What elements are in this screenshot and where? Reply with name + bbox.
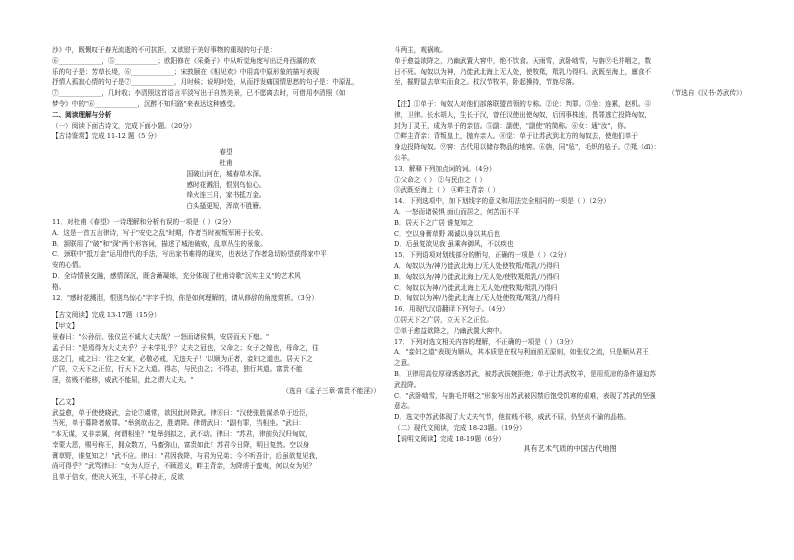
text-line: 之意。 xyxy=(394,359,414,368)
option-d: D．全诗情景交融，感情深沉，既含蓄凝练，充分体现了杜甫诗歌"沉实主义"的艺术风 xyxy=(52,271,301,280)
question-14: 14．下列选项中，加下划线字的意义和用法完全相同的一项是（ ）（2分） xyxy=(394,197,610,206)
option-d: D．后虽复欲见我 虽乘奔御风，不以疾也 xyxy=(394,240,514,249)
text-line: 膏草野，谁复知之！"武不应。律曰："君因我降，与君为兄弟；今不听吾计，后虽欲复见我， xyxy=(52,451,322,460)
text-line: 日不死。匈奴以为神，乃徙武北海上无人处，使牧羝，羝乳乃得归。武既至海上，廪食不 xyxy=(394,67,652,76)
text-line: 【乙文】 xyxy=(52,397,79,406)
text-line: 律，卫律。长水胡人，生长于汉，曾任汉使出使匈奴，后因事株连，畏罪逃亡投降匈奴， xyxy=(394,110,652,119)
option-d: D．匈奴以为神/乃徙武北海上/无人处使牧羝/羝乳/乃得归 xyxy=(394,294,560,303)
text-line: 乐的句子是：芳草长堤，⑥_____________；宋敦颐在《相见欢》中用高中原形象的描写表现 xyxy=(52,67,320,76)
text-line: 【古文阅读】完成 13-17题（15分） xyxy=(52,311,161,320)
question-15: 15．下列语项对划线部分的断句，正确的一项是（ ）（2分） xyxy=(394,251,571,260)
section-heading: （二）现代文阅读，完成 18-23题。（19分） xyxy=(394,423,526,432)
text-line: ①父命之（ ） ②与民由之（ ） xyxy=(394,175,487,184)
option-d: D．选文中苏武体现了大丈夫气节，他贫贱不移，威武不屈，仍坚贞不渝的品格。 xyxy=(394,413,631,422)
text-line: 广居，立天下之正位，行天下之大道。得志，与民由之；不得志，独行其道。富贵不能 xyxy=(52,365,303,374)
text-line: ⑦_____________，几时收；李清照这首语言平淡写出于自然美景，已不愿离去时，可借用李清照《如 xyxy=(52,89,346,98)
option-a: A．匈奴以为/神乃徙武北海上/无人处使牧羝/羝乳/乃得归 xyxy=(394,261,560,270)
question-17: 17．下列对选文相关内容的理解，不正确的一项是（ ）（3分） xyxy=(394,337,577,346)
text-line: 【注】①单于：匈奴人对他们部落联盟首领的专称。②论：判罪。③坐：连累，赵机。④ xyxy=(394,99,652,108)
poem-title: 春望 xyxy=(219,148,233,157)
poem-line: 国破山河在，城春草木深。 xyxy=(186,169,266,178)
option-a: A．"妾妇之道"表现为顺从，其本质是在权与利面前无原则，如张仪之流，只是顺从君王 xyxy=(394,348,649,357)
text-line: 尚可得乎？"武骂律曰："女为人臣子，不顾恩义，畔主背亲，为降虏于蛮夷，何以女为见？ xyxy=(52,462,316,471)
question-12: 12．"感时花溅泪，恨别鸟惊心"字字千钧，你是如何理解的，请从修辞的角度赏析。（3分） xyxy=(52,293,318,302)
text-line: 斗两主，观祸败。 xyxy=(394,46,447,54)
option-b: B．居天下之广居 谁复知之 xyxy=(394,218,474,227)
text-line: 【甲文】 xyxy=(52,322,79,331)
text-line: 幸蒙大恩，赐号称王，拥众数万，马畜弥山，富贵如此！苏君今日降，明日复然。空以身 xyxy=(52,440,310,449)
text-line: 安的心情。 xyxy=(52,261,85,270)
text-line: 武益愈，单于使使晓武，会论⑦虞常，欲因此时降武。律⑧曰："汉使张胜谋杀单于近臣， xyxy=(52,408,313,417)
poem-line: 感时花溅泪，恨别鸟惊心。 xyxy=(186,180,266,189)
text-line: 抒情人孤寂心情的句子是⑦_____________，月时候；说明时处，从而抒发痛国情思愁的句子是：中原乱， xyxy=(52,78,359,87)
option-b: B．卫律用高位厚禄诱惑苏武，被苏武拔婉拒绝；单于让苏武牧羊，是用荒凉的条件逼迫苏 xyxy=(394,369,656,378)
option-a: A．这是一首五言律诗，写于"安史之乱"时期，作者当时被叛军困于长安。 xyxy=(52,228,268,237)
text-line: "本无谋，又非亲属，何谓相坐？"复举剑拟之，武不动。律曰："苏君，律前负汉归匈奴， xyxy=(52,430,312,439)
question-11: 11．对杜甫《春望》一诗理解和分析有误的一项是（ ）（2分） xyxy=(52,217,235,226)
option-c: C．颈联中"抵万金"运用借代的手法，写出家书难得的现实，也表达了作者急切盼望获得家中平 xyxy=(52,250,327,259)
text-line: 沙》中，既慨叹于春光流逝的不可抗拒，又欲慰于美好事物的重现的句子是： xyxy=(52,46,277,54)
text-line: ⑥_____________，⑤_____________；欧阳修在《采桑子》中从听觉角度写出泛舟西湖的欢 xyxy=(52,56,316,65)
text-line: 淫，贫贱不能移，威武不能屈，此之谓大丈夫。" xyxy=(52,376,194,385)
source-note: （选自《孟子三章·富贵不能淫》） xyxy=(282,386,380,395)
text-line: 格。 xyxy=(52,282,66,291)
text-line: 当死，单于募降者赦罪。"举剑欲击之，胜请降。律谓武曰："副有罪，当相坐。"武曰： xyxy=(52,419,306,428)
text-line: 送之门，戒之曰：'往之女家，必敬必戒，无违夫子！'以顺为正者，妾妇之道也。居天下之 xyxy=(52,354,313,363)
text-line: 孟子曰："是焉得为大丈夫乎？子未学礼乎？丈夫之冠也，父命之；女子之嫁也，母命之，往 xyxy=(52,343,319,352)
option-b: B．匈奴以为/神乃徙武北海上/无人处/使牧羝羝乳/乃得归 xyxy=(394,272,560,281)
text-line: ①居天下之广居，立天下之正位。 xyxy=(394,315,493,324)
text-line: 【说明文阅读】完成 18-19题（6分） xyxy=(394,434,506,443)
poem-author: 杜甫 xyxy=(219,158,233,167)
text-line: 武投降。 xyxy=(394,380,421,389)
text-line: 【古诗鉴赏】完成 11-12 题（5 分） xyxy=(52,132,161,141)
text-line: ②单于愈益欲降之，乃幽武置大窖中。 xyxy=(394,326,507,335)
text-line: 梦令》中的"⑥_____________，沉醉不知归路"来表达这种感受。 xyxy=(52,99,240,108)
question-16: 16．用现代汉语翻译下列句子。（4分） xyxy=(394,305,509,314)
poem-line: 白头搔更短，浑欲不胜簪。 xyxy=(186,202,266,211)
text-line: 景春曰："公孙衍、张仪岂不诚大丈夫哉？一怒而诸侯惧，安居而天下熄。" xyxy=(52,332,270,341)
text-line: （一）阅读下面古诗文，完成下面小题。（20分） xyxy=(52,121,196,130)
text-line: 公羊。 xyxy=(394,153,414,162)
option-c: C．"武卧啮雪，与旃毛并咽之"形象写出苏武被囚禁后饱受饥寒的艰难，表现了苏武的坚强 xyxy=(394,391,656,400)
article-title: 具有艺术气质的中国古代地图 xyxy=(523,444,617,454)
text-line: 至，掘野鼠去草实而食之。杖汉节牧羊，卧起操持，节旄尽落。 xyxy=(394,78,579,87)
section-heading: 二、阅读理解与分析 xyxy=(52,110,112,119)
text-line: 身边投降匈奴。⑨窖：古代用以储存物品的地窖。⑥旃，同"毡"，毛织的毡子。⑦羝（dī）： xyxy=(394,143,661,152)
poem-line: 烽火连三月，家书抵万金。 xyxy=(186,191,266,200)
option-c: C．匈奴以为神/乃徙武北海上无人处/使牧羝/羝乳乃得归 xyxy=(394,283,558,292)
question-13: 13．解释下列加点词的词。（4分） xyxy=(394,164,496,173)
source-note: （节选自《汉书·苏武传》） xyxy=(668,89,746,98)
right-column xyxy=(394,45,746,455)
left-column xyxy=(52,45,380,483)
text-line: ⑦畔主背亲：背叛皇上，抛弃亲人。⑧觉：单于让苏武到北方的匈奴去，使他们单于 xyxy=(394,132,638,141)
text-line: 单于愈益欲降之，乃幽武置大窖中，绝不饮食。天雨雪，武卧啮雪，与旃⑨毛并咽之，数 xyxy=(394,56,652,65)
option-b: B．颔联用了"破"和"深"两个形容词，描述了城池破败，乱草丛生的景象。 xyxy=(52,239,267,248)
text-line: 意志。 xyxy=(394,402,414,411)
text-line: 且单于信女，使决人死生，不平心持正，反欲 xyxy=(52,473,184,482)
option-a: A．一怒而诸侯惧 面山而居之，何苦而不平 xyxy=(394,207,520,216)
text-line: 封为丁灵王，成为单于的亲信。⑤副：副使，"副使"的简称。⑥女：通"汝"，你。 xyxy=(394,121,631,130)
text-line: ③武既至海上（ ） ④畔主背亲（ ） xyxy=(394,186,500,195)
option-c: C．空以身膏草野 竭诚以身以其后也 xyxy=(394,229,501,238)
